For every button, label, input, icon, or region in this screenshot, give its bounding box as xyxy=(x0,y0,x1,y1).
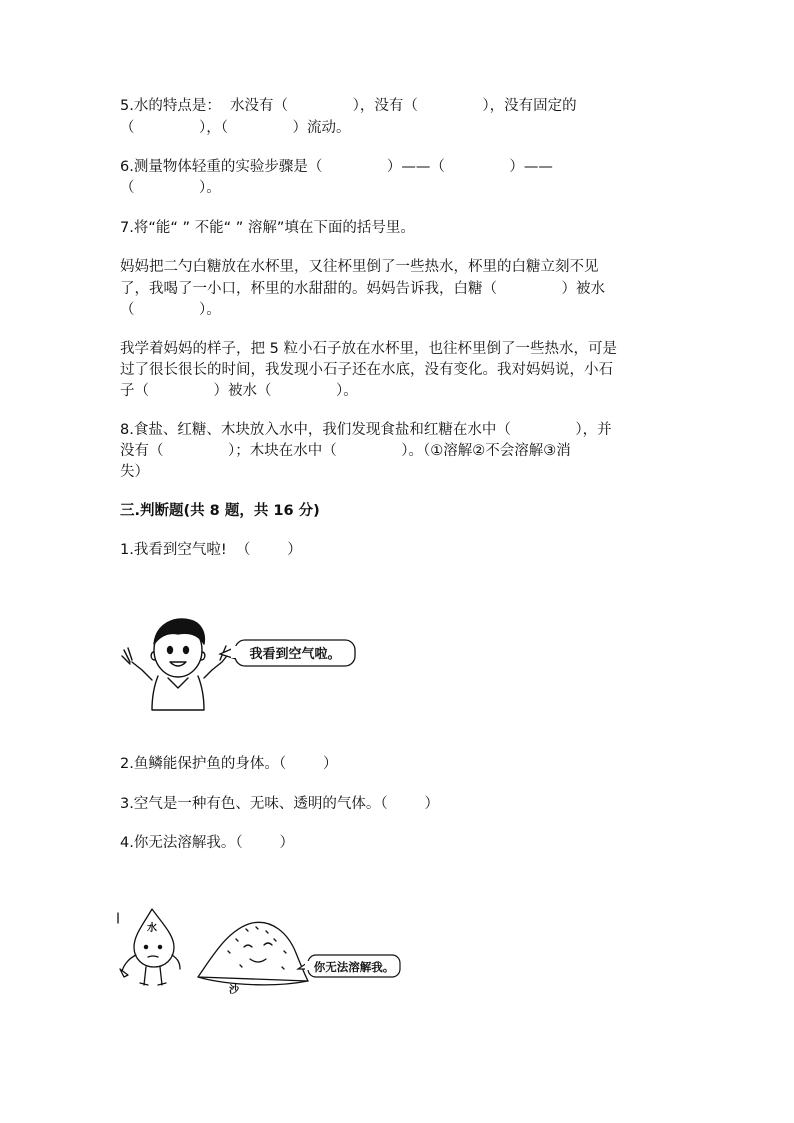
q6-line2: （ ）。 xyxy=(120,180,221,196)
sand-speech-bubble xyxy=(298,955,400,977)
q8-line3: 失） xyxy=(120,464,149,480)
water-sand-illustration xyxy=(116,905,408,1005)
q7-p1-line3: （ ）。 xyxy=(120,302,221,318)
judge-q2: 2.鱼鳞能保护鱼的身体。（ ） xyxy=(120,756,338,772)
q5-line2: （ ），（ ）流动。 xyxy=(120,120,351,136)
q7-p2-line1: 我学着妈妈的样子，把 5 粒小石子放在水杯里，也往杯里倒了一些热水，可是 xyxy=(120,341,617,357)
judge-q4: 4.你无法溶解我。（ ） xyxy=(120,835,294,851)
q8-line1: 8.食盐、红糖、木块放入水中，我们发现食盐和红糖在水中（ ），并 xyxy=(120,422,612,438)
drop-label: 水 xyxy=(147,923,157,934)
q7-p1-line2: 了，我喝了一小口，杯里的水甜甜的。妈妈告诉我，白糖（ ）被水 xyxy=(120,281,606,297)
boy-speech-bubble xyxy=(220,640,355,666)
q7-p2-line2: 过了很长很长的时间，我发现小石子还在水底，没有变化。我对妈妈说，小石 xyxy=(120,362,613,378)
q5-line1: 5.水的特点是： 水没有（ ），没有（ ），没有固定的 xyxy=(120,98,577,114)
section3-heading: 三.判断题(共 8 题，共 16 分) xyxy=(120,503,320,519)
q7-p1-line1: 妈妈把二勺白糖放在水杯里，又往杯里倒了一些热水，杯里的白糖立刻不见 xyxy=(120,259,599,275)
q7-p2-line3: 子（ ）被水（ ）。 xyxy=(120,383,358,399)
q7-line1: 7.将“能“ ” 不能“ ” 溶解”填在下面的括号里。 xyxy=(120,220,415,236)
sand-bubble-text: 你无法溶解我。 xyxy=(313,960,395,974)
judge-q1: 1.我看到空气啦! （ ） xyxy=(120,542,302,558)
judge-q3: 3.空气是一种有色、无味、透明的气体。（ ） xyxy=(120,796,439,812)
q8-line2: 没有（ ）；木块在水中（ ）。（①溶解②不会溶解③消 xyxy=(120,443,571,459)
q6-line1: 6.测量物体轻重的实验步骤是（ ）——（ ）—— xyxy=(120,159,553,175)
sand-label: 沙 xyxy=(229,985,239,996)
boy-bubble-text: 我看到空气啦。 xyxy=(249,647,341,662)
boy-illustration xyxy=(118,610,363,720)
